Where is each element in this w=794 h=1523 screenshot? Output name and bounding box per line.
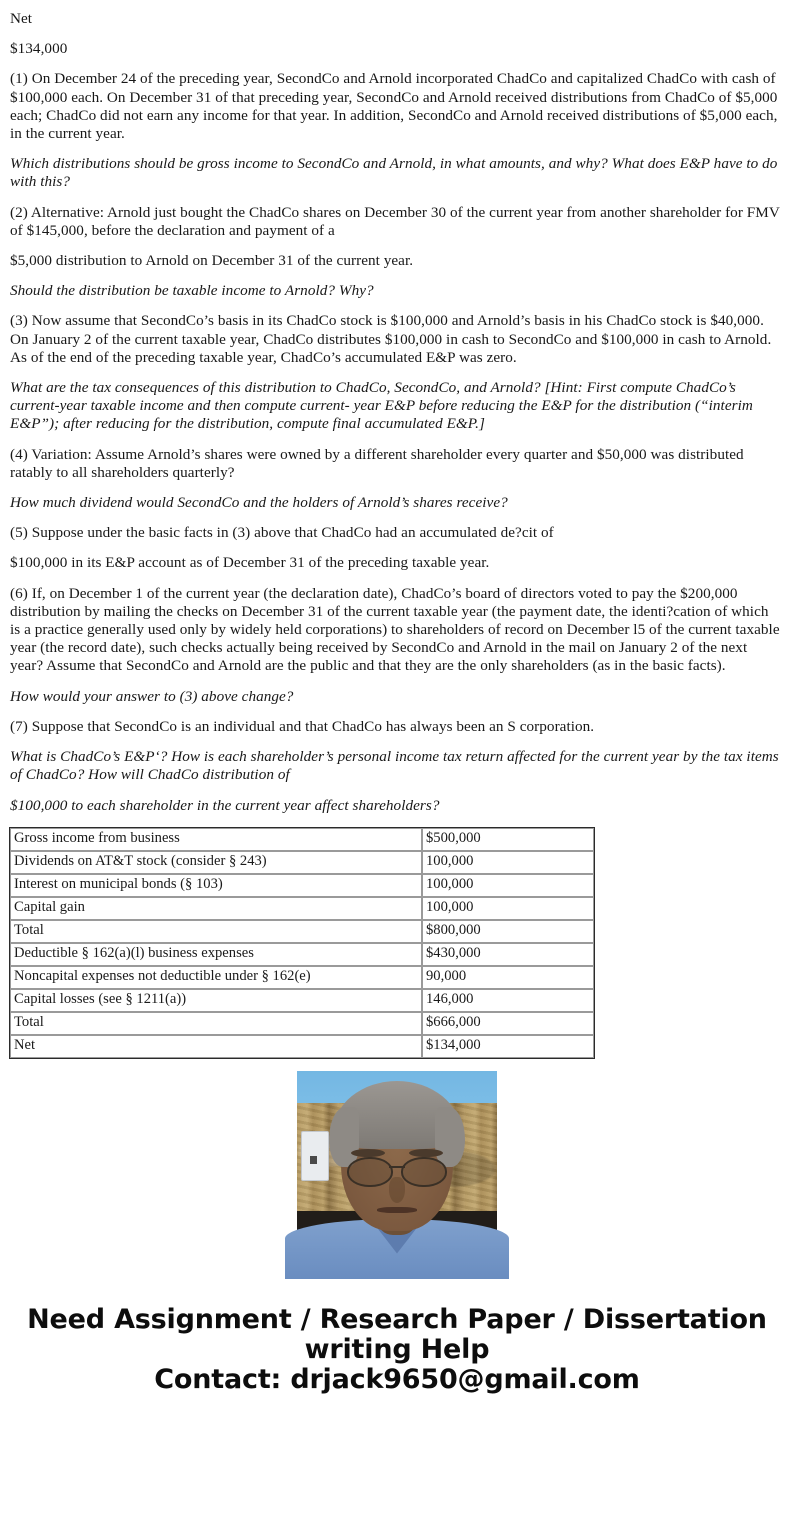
table-cell-amount: 100,000 [422, 874, 594, 897]
question-3: What are the tax consequences of this distribution to ChadCo, SecondCo, and Arnold? [Hint: First compute ChadCo’s current-year taxable income and then compute current- year E&P before reducing the E&P for the distribution (“interim E&P”); after reducing for the distribution, compute final accumulated E&P.] [10, 379, 753, 433]
footer-promo [0, 1305, 794, 1395]
fragment-net-label: Net [10, 10, 33, 27]
avatar-block [0, 1071, 794, 1271]
table-cell-amount: 90,000 [422, 966, 594, 989]
avatar-nose [389, 1177, 405, 1203]
avatar-lens-left [347, 1157, 393, 1187]
paragraph-1: (1) On December 24 of the preceding year, SecondCo and Arnold incorporated ChadCo and capitalized ChadCo with cash of $100,000 each. On December 31 of that preceding year, SecondCo and Arnold received distributions from ChadCo of $5,000 each; ChadCo did not earn any income for that year. In addition, SecondCo and Arnold received distributions of $5,000 each, in the current year. [10, 70, 778, 143]
table-body [10, 828, 594, 1058]
fragment-net-amount: $134,000 [10, 40, 68, 58]
table-cell-amount: $430,000 [422, 943, 594, 966]
table-cell-label: Gross income from business [10, 828, 422, 851]
paragraph-4: (4) Variation: Assume Arnold’s shares were owned by a different shareholder every quarter and $50,000 was distributed ratably to all shareholders quarterly? [10, 445, 744, 481]
paragraph-3: (3) Now assume that SecondCo’s basis in its ChadCo stock is $100,000 and Arnold’s basis in his ChadCo stock is $40,000. On January 2 of the current taxable year, ChadCo distributes $100,000 in cash to SecondCo and $100,000 in cash to Arnold. As of the end of the preceding taxable year, ChadCo’s accumulated E&P was zero. [10, 312, 772, 366]
table-cell-label: Deductible § 162(a)(l) business expenses [10, 943, 422, 966]
table-cell-label: Interest on municipal bonds (§ 103) [10, 874, 422, 897]
table-cell-label: Capital losses (see § 1211(a)) [10, 989, 422, 1012]
paragraph-5: (5) Suppose under the basic facts in (3) above that ChadCo had an accumulated de?cit of [10, 524, 554, 542]
table-row [10, 874, 594, 897]
question-7-continuation: $100,000 to each shareholder in the current year affect shareholders? [10, 796, 440, 814]
avatar-glasses-bridge [389, 1166, 405, 1168]
paragraph-7: (7) Suppose that SecondCo is an individual and that ChadCo has always been an S corporation. [10, 717, 595, 735]
question-2: Should the distribution be taxable income to Arnold? Why? [10, 282, 374, 300]
table-cell-amount: 146,000 [422, 989, 594, 1012]
table-cell-label: Capital gain [10, 897, 422, 920]
table-cell-amount: $500,000 [422, 828, 594, 851]
table-row [10, 828, 594, 851]
table-cell-label: Net [10, 1035, 422, 1058]
table-row [10, 966, 594, 989]
table-cell-amount: $134,000 [422, 1035, 594, 1058]
paragraph-5-continuation: $100,000 in its E&P account as of December 31 of the preceding taxable year. [10, 554, 490, 572]
table-row [10, 943, 594, 966]
question-6: How would your answer to (3) above change? [10, 687, 294, 705]
table-cell-label: Dividends on AT&T stock (consider § 243) [10, 851, 422, 874]
table-row [10, 920, 594, 943]
paragraph-6: (6) If, on December 1 of the current year (the declaration date), ChadCo’s board of directors voted to pay the $200,000 distribution by mailing the checks on December 31 of the current taxable year (the payment date, the identi?cation of which is a practice generally used only by widely held corporations) to shareholders of record on December l5 of the current taxable year (the record date), such checks actually being received by SecondCo and Arnold in the mail on January 2 of the next year? Assume that SecondCo and Arnold are the public and that they are the only shareholders (as in the basic facts). [10, 584, 780, 675]
table-clip-region [9, 827, 579, 1053]
taxable-income-table [9, 827, 595, 1059]
table-row [10, 1035, 594, 1058]
avatar-mouth [377, 1207, 417, 1213]
paragraph-2-continuation: $5,000 distribution to Arnold on December 31 of the current year. [10, 252, 414, 270]
avatar [297, 1071, 497, 1271]
table-row [10, 1012, 594, 1035]
table-cell-amount: 100,000 [422, 851, 594, 874]
table-cell-label: Noncapital expenses not deductible under § 162(e) [10, 966, 422, 989]
taxable-income-table-wrap [9, 827, 579, 1053]
footer-line-2: writing Help [304, 1333, 490, 1365]
table-cell-label: Total [10, 920, 422, 943]
footer-line-1: Need Assignment / Research Paper / Dissertation [27, 1303, 767, 1335]
table-cell-amount: 100,000 [422, 897, 594, 920]
table-row [10, 989, 594, 1012]
avatar-light-switch [301, 1131, 329, 1181]
footer-line-3: Contact: drjack9650@gmail.com [154, 1363, 640, 1395]
paragraph-2: (2) Alternative: Arnold just bought the ChadCo shares on December 30 of the current year from another shareholder for FMV of $145,000, before the declaration and payment of a [10, 203, 780, 239]
avatar-eyebrow-right [409, 1149, 443, 1157]
table-row [10, 851, 594, 874]
question-1: Which distributions should be gross income to SecondCo and Arnold, in what amounts, and why? What does E&P have to do with this? [10, 155, 778, 191]
question-4: How much dividend would SecondCo and the holders of Arnold’s shares receive? [10, 494, 508, 512]
table-cell-amount: $666,000 [422, 1012, 594, 1035]
table-cell-label: Total [10, 1012, 422, 1035]
avatar-eyebrow-left [351, 1149, 385, 1157]
table-cell-amount: $800,000 [422, 920, 594, 943]
table-row [10, 897, 594, 920]
question-7: What is ChadCo’s E&P‘? How is each shareholder’s personal income tax return affected for the current year by the tax items of ChadCo? How will ChadCo distribution of [10, 748, 779, 784]
avatar-lens-right [401, 1157, 447, 1187]
